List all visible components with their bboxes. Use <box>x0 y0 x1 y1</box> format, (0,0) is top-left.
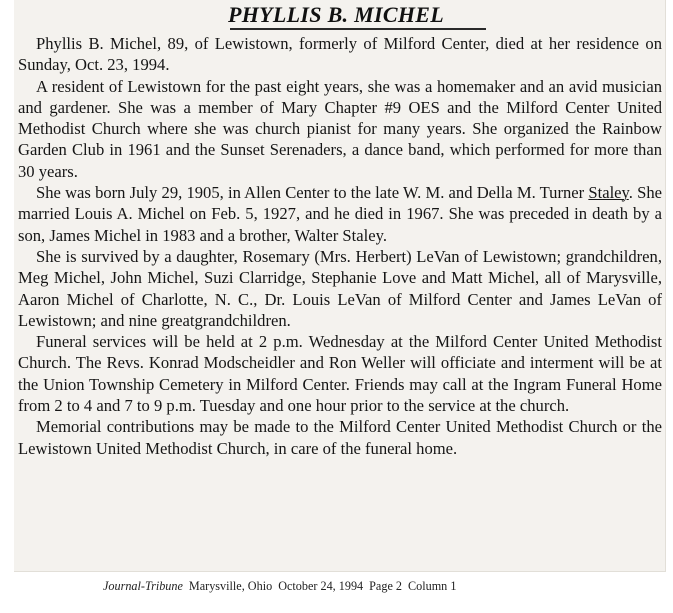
caption-source: Journal-Tribune <box>103 579 183 593</box>
paragraph-birth-text-before: She was born July 29, 1905, in Allen Center to the late W. M. and Della M. Turner <box>36 183 589 203</box>
obituary-body <box>18 33 662 459</box>
paragraph-death-notice: Phyllis B. Michel, 89, of Lewistown, formerly of Milford Center, died at her residence on Sunday, Oct. 23, 1994. <box>18 34 662 75</box>
paragraph-memorial-contributions: Memorial contributions may be made to the Milford Center United Methodist Church or the Lewistown United Methodist Church, in care of the funeral home. <box>18 417 662 458</box>
paragraph-funeral-services: Funeral services will be held at 2 p.m. Wednesday at the Milford Center United Methodist Church. The Revs. Konrad Modscheidler and Ron Weller will officiate and interment will be at the Union Township Cemetery in Milford Center. Friends may call at the Ingram Funeral Home from 2 to 4 and 7 to 9 p.m. Tuesday and one hour prior to the service at the church. <box>18 332 662 416</box>
headline-rule <box>230 28 486 30</box>
paragraph-birth-family <box>18 182 662 246</box>
caption-place: Marysville, Ohio <box>188 579 273 593</box>
source-caption <box>103 578 456 594</box>
obituary-headline: PHYLLIS B. MICHEL <box>228 2 444 27</box>
underlined-surname: Staley <box>588 183 629 203</box>
caption-page: Page 2 <box>369 579 402 593</box>
paragraph-birth-text-after: . She married Louis A. Michel on Feb. 5, 1927, and he died in 1967. She was preceded in death by a son, James Michel in 1983 and a brother, Walter Staley. <box>18 183 662 245</box>
paragraph-biography: A resident of Lewistown for the past eight years, she was a homemaker and an avid musician and gardener. She was a member of Mary Chapter #9 OES and the Milford Center United Methodist Church where she was church pianist for many years. She organized the Rainbow Garden Club in 1961 and the Sunset Serenaders, a dance band, which performed for more than 30 years. <box>18 76 662 181</box>
paragraph-survivors: She is survived by a daughter, Rosemary (Mrs. Herbert) LeVan of Lewistown; grandchildren, Meg Michel, John Michel, Suzi Clarridge, Stephanie Love and Matt Michel, all of Marysville, Aaron Michel of Charlotte, N. C., Dr. Louis LeVan of Milford Center and James LeVan of Lewistown; and nine greatgrandchildren. <box>18 246 662 330</box>
caption-column: Column 1 <box>408 579 457 593</box>
obituary-clipping <box>14 0 666 572</box>
caption-date: October 24, 1994 <box>278 579 364 593</box>
